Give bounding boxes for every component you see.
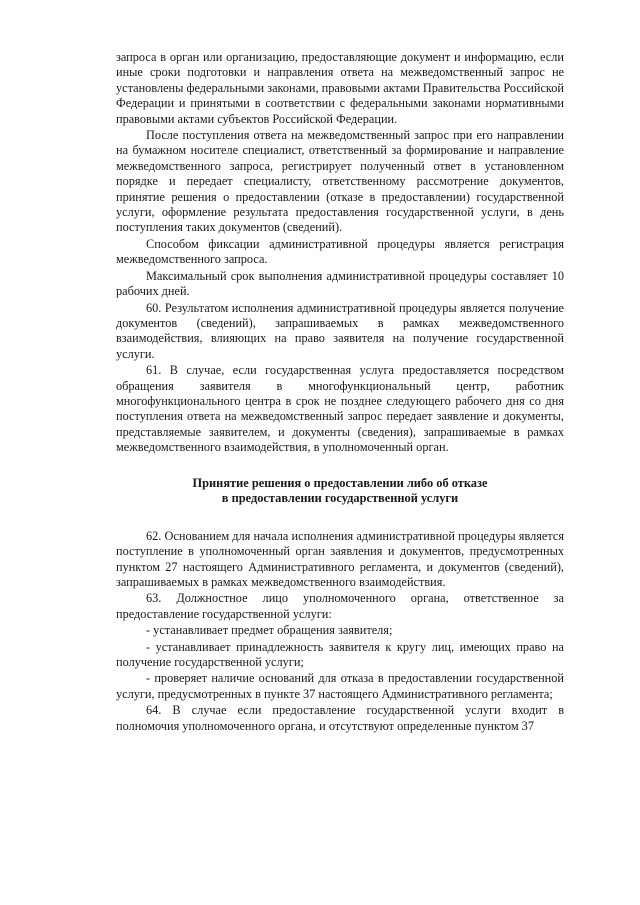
paragraph-60: 60. Результатом исполнения административной процедуры является получение документов (сведений), запрашиваемых в рамках межведомственного взаимодействия, влияющих на право заявителя на получение государственной услуги. (116, 300, 564, 361)
paragraph-max-term: Максимальный срок выполнения административной процедуры составляет 10 рабочих дней. (116, 268, 564, 299)
section-heading (116, 476, 564, 507)
list-item-refusal-check: - проверяет наличие оснований для отказа в предоставлении государственной услуги, предусмотренных в пункте 37 настоящего Административного регламента; (116, 671, 564, 701)
paragraph-61: 61. В случае, если государственная услуга предоставляется посредством обращения заявителя в многофункциональный центр, работник многофункционального центра в срок не позднее следующего рабочего дня со дня поступления ответа на межведомственный запрос передает заявление и документы, представляемые заявителем, и документы (сведения), запрашиваемые в рамках межведомственного взаимодействия, в уполномоченный орган. (116, 363, 564, 455)
paragraph-64: 64. В случае если предоставление государственной услуги входит в полномочия уполномоченного органа, и отсутствуют определенные пунктом 37 (116, 703, 564, 733)
document-page (116, 50, 564, 735)
list-item-subject: - устанавливает предмет обращения заявителя; (146, 623, 393, 638)
paragraph-63: 63. Должностное лицо уполномоченного органа, ответственное за предоставление государственной услуги: (116, 591, 564, 621)
paragraph-response-registration: После поступления ответа на межведомственный запрос при его направлении на бумажном носителе специалист, ответственный за формирование и направление межведомственного запроса, регистрирует полученный ответ в установленном порядке и передает специалисту, ответственному рассмотрение документов, принятие решения о предоставлении (отказе в предоставлении) государственной услуги, оформление результата предоставления государственной услуги, в день поступления таких документов (сведений). (116, 128, 564, 235)
section-heading-line-1: Принятие решения о предоставлении либо об отказе (192, 475, 488, 490)
paragraph-fixation-method: Способом фиксации административной процедуры является регистрация межведомственного запроса. (116, 236, 564, 267)
paragraph-continuation: запроса в орган или организацию, предоставляющие документ и информацию, если иные сроки подготовки и направления ответа на межведомственный запрос не установлены федеральными законами, правовыми актами Правительства Российской Федерации и принятыми в соответствии с федеральными законами нормативными правовыми актами субъектов Российской Федерации. (116, 50, 564, 126)
paragraph-62: 62. Основанием для начала исполнения административной процедуры является поступление в уполномоченный орган заявления и документов, предусмотренных пунктом 27 настоящего Административного регламента, и документов (сведений), запрашиваемых в рамках межведомственного взаимодействия. (116, 528, 564, 589)
list-item-eligibility: - устанавливает принадлежность заявителя к кругу лиц, имеющих право на получение государственной услуги; (116, 639, 564, 669)
section-heading-line-2: в предоставлении государственной услуги (221, 491, 459, 506)
